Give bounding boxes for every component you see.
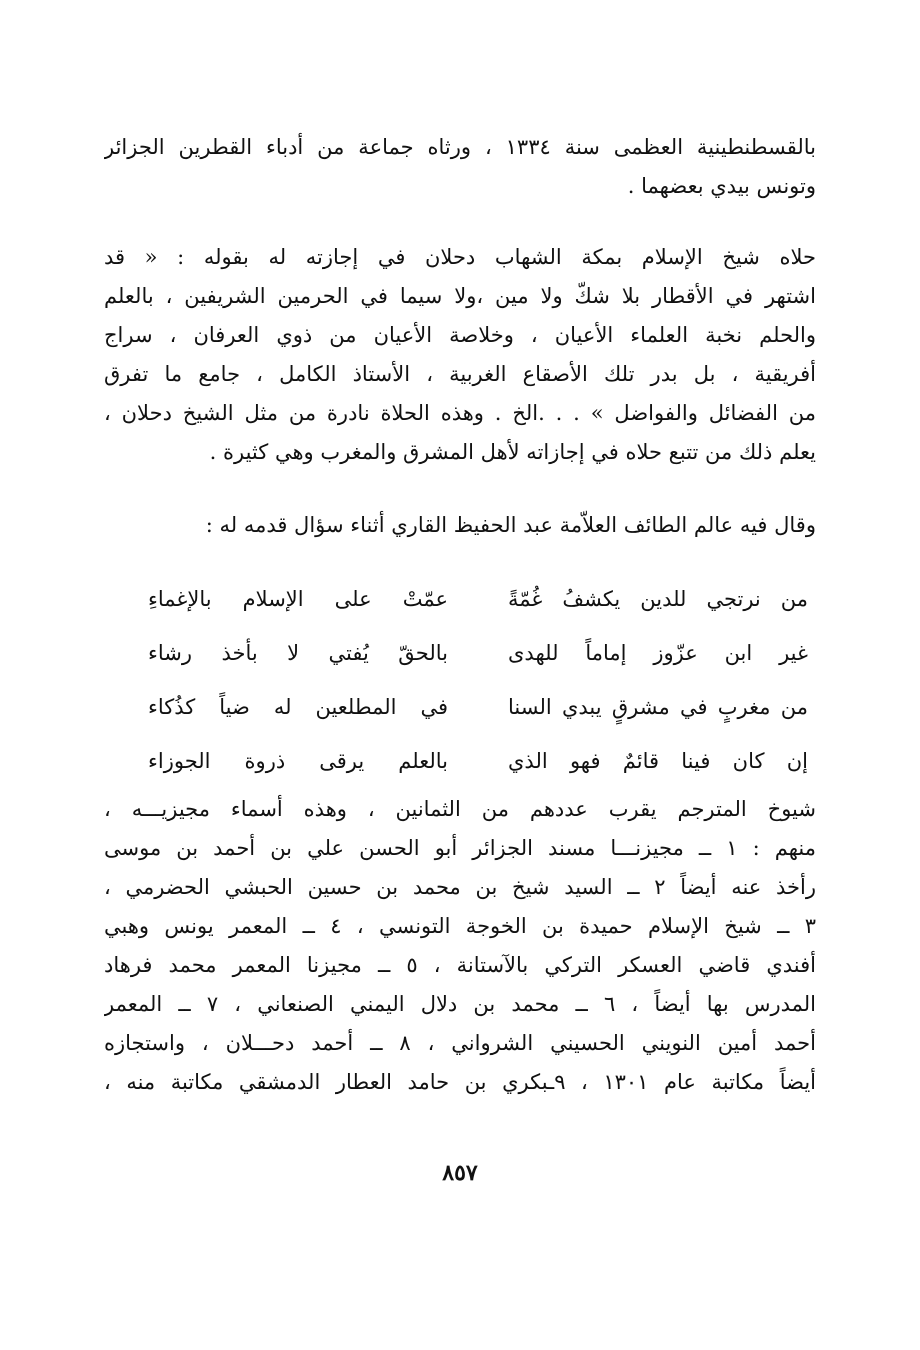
poem <box>148 572 808 788</box>
poem-second-hemistich: عمّتْ على الإسلام بالإغماءِ <box>148 587 448 611</box>
poem-verse <box>148 572 808 626</box>
poem-first-hemistich: من نرتجي للدين يكشفُ غُمّةً <box>508 587 808 611</box>
text-line: أفريقية ، بل بدر تلك الأصقاع الغربية ، الأستاذ الكامل ، جامع ما تفرق <box>104 362 816 386</box>
poem-second-hemistich: في المطلعين له ضياً كذُكاء <box>148 695 448 719</box>
text-line: بالقسطنطينية العظمى سنة ١٣٣٤ ، ورثاه جماعة من أدباء القطرين الجزائر <box>104 135 816 159</box>
text-line: المدرس بها أيضاً ، ٦ ــ محمد بن دلال اليمني الصنعاني ، ٧ ــ المعمر <box>104 992 816 1016</box>
paragraph-death-and-elegies <box>104 128 816 206</box>
text-line: والحلم نخبة العلماء الأعيان ، وخلاصة الأعيان من ذوي العرفان ، سراج <box>104 323 816 347</box>
text-line: أفندي قاضي العسكر التركي بالآستانة ، ٥ ــ مجيزنا المعمر محمد فرهاد <box>104 953 816 977</box>
page-number: ٨٥٧ <box>442 1160 478 1186</box>
text-line: منهم : ١ ــ مجيزنـــا مسند الجزائر أبو الحسن علي بن أحمد بن موسى <box>104 836 816 860</box>
poem-verse <box>148 626 808 680</box>
text-line: أحمد أمين النويني الحسيني الشرواني ، ٨ ــ أحمد دحـــلان ، واستجازه <box>104 1031 816 1055</box>
poem-first-hemistich: إن كان فينا قائمٌ فهو الذي <box>508 749 808 773</box>
text-line: أيضاً مكاتبة عام ١٣٠١ ، ٩ـبكري بن حامد العطار الدمشقي مكاتبة منه ، <box>104 1070 816 1094</box>
text-line: حلاه شيخ الإسلام بمكة الشهاب دحلان في إجازته له بقوله : « قد <box>104 245 816 269</box>
poem-first-hemistich: غير ابن عزّوز إماماً للهدى <box>508 641 808 665</box>
text-line: اشتهر في الأقطار بلا شكّ ولا مين ،ولا سيما في الحرمين الشريفين ، بالعلم <box>104 284 816 308</box>
text-line: يعلم ذلك من تتبع حلاه في إجازاته لأهل المشرق والمغرب وهي كثيرة . <box>209 440 816 464</box>
paragraph-teachers-list <box>104 790 816 1102</box>
text-line: رأخذ عنه أيضاً ٢ ــ السيد شيخ بن محمد بن حسين الحبشي الحضرمي ، <box>104 875 816 899</box>
text-line: وقال فيه عالم الطائف العلاّمة عبد الحفيظ القاري أثناء سؤال قدمه له : <box>205 513 816 537</box>
text-line: ٣ ــ شيخ الإسلام حميدة بن الخوجة التونسي ، ٤ ــ المعمر يونس وهبي <box>104 914 816 938</box>
poem-second-hemistich: بالعلم يرقى ذروة الجوزاء <box>148 749 448 773</box>
text-line: وتونس بيدي بعضهما . <box>627 174 816 198</box>
text-line: من الفضائل والفواضل » . . .الخ . وهذه الحلاة نادرة من مثل الشيخ دحلان ، <box>104 401 816 425</box>
poem-first-hemistich: من مغربٍ في مشرقٍ يبدي السنا <box>508 695 808 719</box>
poem-verse <box>148 734 808 788</box>
text-line: شيوخ المترجم يقرب عددهم من الثمانين ، وهذه أسماء مجيزيـــه ، <box>104 797 816 821</box>
paragraph-poem-intro <box>104 506 816 545</box>
poem-verse <box>148 680 808 734</box>
paragraph-dahlan-praise <box>104 238 816 472</box>
poem-second-hemistich: بالحقّ يُفتي لا بأخذ رشاء <box>148 641 448 665</box>
